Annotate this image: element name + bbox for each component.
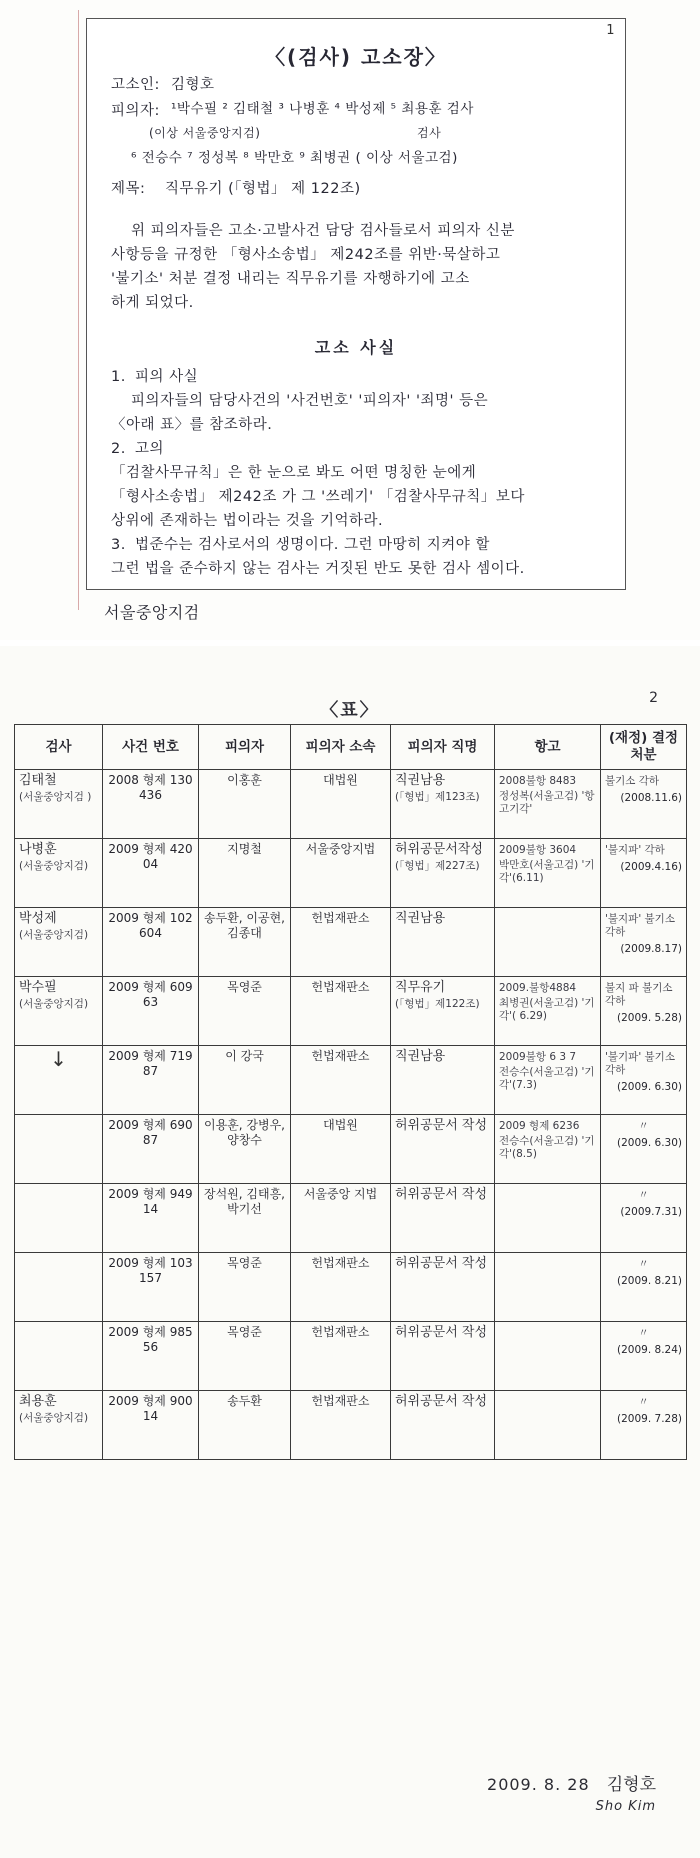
cell-affiliation: 서울중앙지법 — [291, 839, 391, 908]
section-2-line-2: 「형사소송법」 제242조 가 그 '쓰레기' 「검찰사무규칙」보다 — [111, 489, 525, 505]
prosecutor-name: 박수필 — [19, 980, 57, 995]
signature-office: 서울중앙지검 — [104, 603, 200, 622]
decision-date: (2009. 8.24) — [617, 1344, 682, 1357]
section-2-line-1: 「검찰사무규칙」은 한 눈으로 봐도 어떤 명칭한 눈에게 — [111, 465, 477, 481]
decision-text: '불기파' 불기소 각하 — [605, 1051, 675, 1077]
cell-appeal — [495, 1322, 601, 1391]
margin-rule-line — [78, 10, 79, 610]
cell-appeal — [495, 1391, 601, 1460]
table-row — [15, 770, 687, 839]
body-line-1: 위 피의자들은 고소·고발사건 담당 검사들로서 피의자 신분 — [131, 223, 515, 239]
footer-signature: Sho Kim — [595, 1799, 656, 1814]
appeal-no: 2009.불항4884 — [499, 982, 577, 994]
section-1-number: 1. — [111, 369, 126, 385]
cell-suspect: 지명철 — [199, 839, 291, 908]
cell-suspect: 장석원, 김태흥, 박기선 — [199, 1184, 291, 1253]
cell-affiliation: 헌법재판소 — [291, 1391, 391, 1460]
charge-name: 허위공문서 작성 — [395, 1394, 488, 1409]
appeal-detail: 박만호(서울고검) '기각'(6.11) — [499, 859, 595, 885]
table-row — [15, 1184, 687, 1253]
complaint-sheet — [0, 0, 700, 640]
cell-prosecutor — [15, 1184, 103, 1253]
charge-name: 허위공문서 작성 — [395, 1118, 488, 1133]
complaint-paper — [86, 18, 626, 590]
appeal-no: 2009불항 3604 — [499, 844, 577, 856]
section-3-line-2: 그런 법을 준수하지 않는 검사는 거짓된 반도 못한 검사 셈이다. — [111, 561, 525, 577]
field-complainant-value: 김형호 — [171, 77, 215, 93]
decision-date: (2009. 5.28) — [617, 1012, 682, 1025]
cell-decision — [601, 770, 687, 839]
cell-appeal — [495, 1253, 601, 1322]
appeal-detail: 최병권(서울고검) '기각'( 6.29) — [499, 997, 595, 1023]
prosecutor-name: 나병훈 — [19, 842, 57, 857]
cell-appeal — [495, 1115, 601, 1184]
decision-text: '불지파' 각하 — [605, 844, 665, 856]
cell-appeal — [495, 908, 601, 977]
page-number-2: 2 — [649, 690, 658, 706]
document-footer — [487, 1770, 656, 1814]
cell-prosecutor — [15, 1253, 103, 1322]
cell-affiliation: 대법원 — [291, 770, 391, 839]
charge-name: 허위공문서 작성 — [395, 1256, 488, 1271]
cell-case-no: 2009 형제 94914 — [103, 1184, 199, 1253]
field-subject-value: 직무유기 (「형법」 제 122조) — [165, 181, 361, 197]
decision-text: 〃 — [638, 1396, 649, 1408]
decision-text: 〃 — [638, 1120, 649, 1132]
cell-case-no: 2009 형제 42004 — [103, 839, 199, 908]
appeal-no: 2009 형제 6236 — [499, 1120, 580, 1132]
table-row — [15, 1322, 687, 1391]
decision-date: (2009.4.16) — [620, 861, 682, 874]
table-row — [15, 977, 687, 1046]
charge-name: 허위공문서 작성 — [395, 1325, 488, 1340]
cell-suspect: 이용훈, 강병우, 양창수 — [199, 1115, 291, 1184]
prosecutor-name: 김태철 — [19, 773, 57, 788]
cell-prosecutor — [15, 908, 103, 977]
cell-prosecutor — [15, 1391, 103, 1460]
section-1-line-1: 피의자들의 담당사건의 '사건번호' '피의자' '죄명' 등은 — [131, 393, 489, 409]
cell-affiliation: 대법원 — [291, 1115, 391, 1184]
case-table-wrapper — [14, 724, 686, 1460]
table-header-row — [15, 725, 687, 770]
field-suspects-label: 피의자: — [111, 103, 160, 119]
appeal-no: 2008불항 8483 — [499, 775, 577, 787]
cell-case-no: 2009 형제 90014 — [103, 1391, 199, 1460]
footer-date: 2009. 8. 28 — [487, 1775, 590, 1794]
decision-date: (2009. 8.21) — [617, 1275, 682, 1288]
decision-date: (2009. 7.28) — [617, 1413, 682, 1426]
cell-suspect: 목영준 — [199, 977, 291, 1046]
decision-text: 불기소 각하 — [605, 775, 660, 787]
column-header-case-no: 사건 번호 — [103, 725, 199, 770]
appeal-detail: 전승수(서울고검) '기각'(8.5) — [499, 1135, 595, 1161]
cell-decision — [601, 977, 687, 1046]
section-3-line-1: 법준수는 검사로서의 생명이다. 그런 마땅히 지켜야 할 — [135, 537, 490, 553]
decision-text: 〃 — [638, 1327, 649, 1339]
field-suspects-value-2: ⁶ 전승수 ⁷ 정성복 ⁸ 박만호 ⁹ 최병권 ( 이상 서울고검) — [131, 150, 458, 166]
cell-charge — [391, 1322, 495, 1391]
cell-case-no: 2009 형제 69087 — [103, 1115, 199, 1184]
cell-decision — [601, 1391, 687, 1460]
section-title: 고소 사실 — [314, 338, 398, 357]
prosecutor-office: (서울중앙지검) — [19, 1412, 89, 1425]
decision-date: (2008.11.6) — [620, 792, 682, 805]
table-row — [15, 839, 687, 908]
table-sheet — [0, 646, 700, 1858]
footer-name: 김형호 — [606, 1775, 656, 1795]
cell-decision — [601, 1115, 687, 1184]
case-table — [14, 724, 687, 1460]
cell-charge — [391, 1253, 495, 1322]
cell-affiliation: 헌법재판소 — [291, 1322, 391, 1391]
cell-charge — [391, 1184, 495, 1253]
table-row — [15, 908, 687, 977]
field-suspects-office: (이상 서울중앙지검) — [149, 126, 261, 140]
body-line-2: 사항등을 규정한 「형사소송법」 제242조를 위반·묵살하고 — [111, 247, 501, 263]
cell-case-no: 2009 형제 60963 — [103, 977, 199, 1046]
cell-case-no: 2008 형제 130436 — [103, 770, 199, 839]
decision-date: (2009. 6.30) — [617, 1081, 682, 1094]
cell-case-no: 2009 형제 102604 — [103, 908, 199, 977]
charge-article: (「형법」제123조) — [395, 791, 480, 804]
prosecutor-name: 박성제 — [19, 911, 57, 926]
cell-affiliation: 헌법재판소 — [291, 908, 391, 977]
table-row — [15, 1115, 687, 1184]
field-suspects-value: ¹박수필 ² 김태철 ³ 나병훈 ⁴ 박성제 ⁵ 최용훈 검사 — [171, 101, 474, 117]
cell-decision — [601, 908, 687, 977]
section-2-number: 2. — [111, 441, 126, 457]
cell-affiliation: 헌법재판소 — [291, 1253, 391, 1322]
section-2-line-3: 상위에 존재하는 법이라는 것을 기억하라. — [111, 513, 384, 529]
cell-charge — [391, 1115, 495, 1184]
decision-date: (2009.7.31) — [620, 1206, 682, 1219]
section-1-heading: 피의 사실 — [135, 369, 199, 385]
cell-suspect: 이 강국 — [199, 1046, 291, 1115]
body-line-3: '불기소' 처분 결정 내리는 직무유기를 자행하기에 고소 — [111, 271, 470, 287]
appeal-no: 2009불항 6 3 7 — [499, 1051, 577, 1063]
cell-affiliation: 헌법재판소 — [291, 1046, 391, 1115]
field-subject-label: 제목: — [111, 181, 146, 197]
table-row — [15, 1253, 687, 1322]
ditto-arrow-icon: ↓ — [50, 1047, 67, 1071]
cell-case-no: 2009 형제 71987 — [103, 1046, 199, 1115]
cell-appeal — [495, 977, 601, 1046]
prosecutor-name: 최용훈 — [19, 1394, 57, 1409]
charge-name: 허위공문서작성 — [395, 842, 483, 857]
cell-decision — [601, 1046, 687, 1115]
column-header-charge: 피의자 직명 — [391, 725, 495, 770]
charge-name: 직권남용 — [395, 911, 446, 926]
cell-prosecutor — [15, 1046, 103, 1115]
page-number: 1 — [606, 23, 615, 38]
cell-suspect: 송두환, 이공현, 김종대 — [199, 908, 291, 977]
field-complainant-label: 고소인: — [111, 77, 160, 93]
charge-name: 허위공문서 작성 — [395, 1187, 488, 1202]
cell-appeal — [495, 1046, 601, 1115]
cell-suspect: 이홍훈 — [199, 770, 291, 839]
charge-article: (「형법」제227조) — [395, 860, 480, 873]
charge-name: 직무유기 — [395, 980, 446, 995]
section-3-number: 3. — [111, 537, 126, 553]
cell-suspect: 목영준 — [199, 1253, 291, 1322]
column-header-appeal: 항고 — [495, 725, 601, 770]
table-row — [15, 1391, 687, 1460]
decision-text: 불지 파 불기소 각하 — [605, 982, 673, 1008]
charge-name: 직권남용 — [395, 1049, 446, 1064]
decision-date: (2009.8.17) — [620, 943, 682, 956]
table-row — [15, 1046, 687, 1115]
cell-prosecutor — [15, 1115, 103, 1184]
field-prosecutor-label: 검사 — [417, 126, 442, 140]
cell-appeal — [495, 839, 601, 908]
cell-decision — [601, 1253, 687, 1322]
column-header-suspect: 피의자 — [199, 725, 291, 770]
cell-affiliation: 헌법재판소 — [291, 977, 391, 1046]
cell-charge — [391, 977, 495, 1046]
cell-charge — [391, 839, 495, 908]
cell-case-no: 2009 형제 98556 — [103, 1322, 199, 1391]
body-line-4: 하게 되었다. — [111, 295, 194, 311]
cell-appeal — [495, 1184, 601, 1253]
cell-affiliation: 서울중앙 지법 — [291, 1184, 391, 1253]
cell-decision — [601, 1322, 687, 1391]
appeal-detail: 전승수(서울고검) '기각'(7.3) — [499, 1066, 595, 1092]
cell-charge — [391, 1046, 495, 1115]
charge-name: 직권남용 — [395, 773, 446, 788]
section-1-line-2: 〈아래 표〉를 참조하라. — [111, 417, 273, 433]
table-title: 〈표〉 — [320, 700, 380, 721]
appeal-detail: 정성복(서울고검) '항고기각' — [499, 790, 595, 816]
prosecutor-office: (서울중앙지검) — [19, 929, 89, 942]
cell-decision — [601, 839, 687, 908]
cell-charge — [391, 770, 495, 839]
cell-suspect: 송두환 — [199, 1391, 291, 1460]
column-header-prosecutor: 검사 — [15, 725, 103, 770]
cell-prosecutor — [15, 977, 103, 1046]
prosecutor-office: (서울중앙지검) — [19, 998, 89, 1011]
prosecutor-office: (서울중앙지검 ) — [19, 791, 92, 804]
decision-text: '불지파' 불기소각하 — [605, 913, 675, 939]
cell-appeal — [495, 770, 601, 839]
page-title: 〈(검사) 고소장〉 — [265, 45, 447, 69]
cell-prosecutor — [15, 770, 103, 839]
column-header-decision: (재정) 결정 처분 — [601, 725, 687, 770]
section-2-heading: 고의 — [135, 441, 165, 457]
decision-date: (2009. 6.30) — [617, 1137, 682, 1150]
prosecutor-office: (서울중앙지검) — [19, 860, 89, 873]
cell-suspect: 목영준 — [199, 1322, 291, 1391]
cell-charge — [391, 908, 495, 977]
cell-charge — [391, 1391, 495, 1460]
cell-decision — [601, 1184, 687, 1253]
decision-text: 〃 — [638, 1189, 649, 1201]
column-header-affiliation: 피의자 소속 — [291, 725, 391, 770]
cell-prosecutor — [15, 1322, 103, 1391]
charge-article: (「형법」제122조) — [395, 998, 480, 1011]
cell-case-no: 2009 형제 103157 — [103, 1253, 199, 1322]
decision-text: 〃 — [638, 1258, 649, 1270]
cell-prosecutor — [15, 839, 103, 908]
